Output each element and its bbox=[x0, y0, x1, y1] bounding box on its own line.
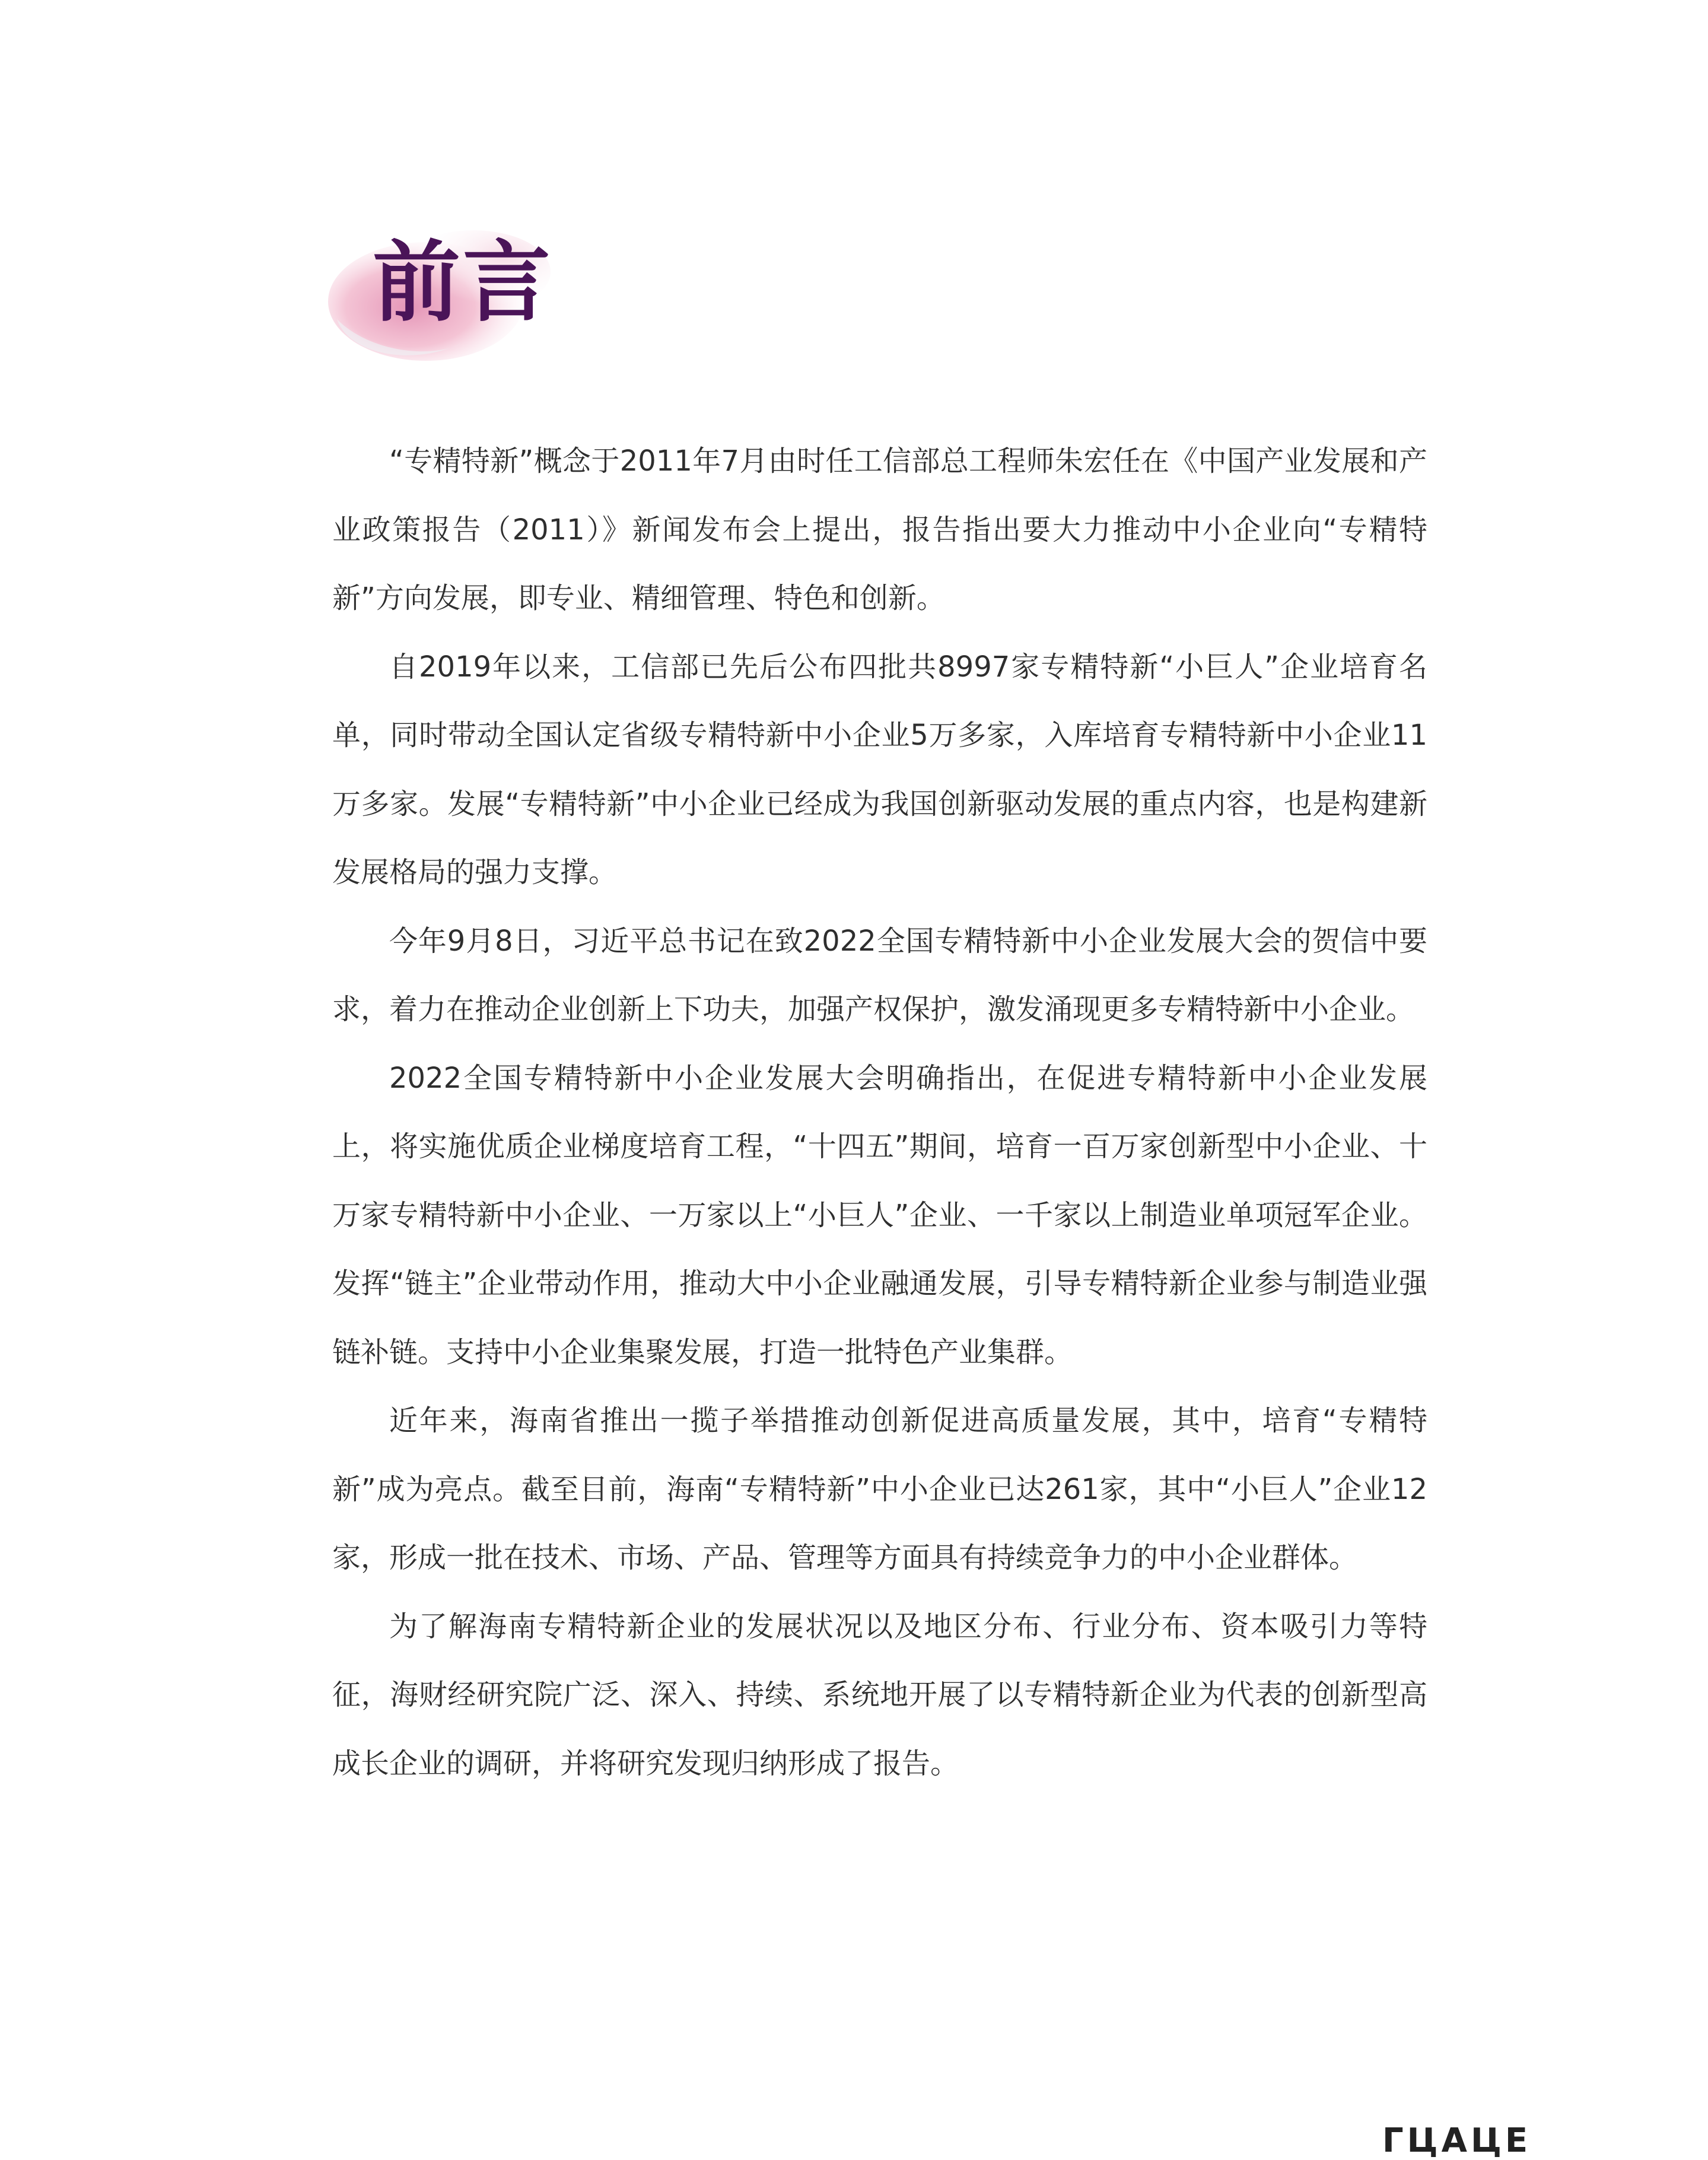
paragraph: 2022全国专精特新中小企业发展大会明确指出，在促进专精特新中小企业发展上，将实施优质企业梯度培育工程，“十四五”期间，培育一百万家创新型中小企业、十万家专精特新中小企业、一万家以上“小巨人”企业、一千家以上制造业单项冠军企业。发挥“链主”企业带动作用，推动大中小企业融通发展，引导专精特新企业参与制造业强链补链。支持中小企业集聚发展，打造一批特色产业集群。 bbox=[332, 1061, 1427, 1369]
footer-mark: ГЦАЦЕ bbox=[1382, 2121, 1532, 2160]
paragraph: 为了解海南专精特新企业的发展状况以及地区分布、行业分布、资本吸引力等特征，海财经研究院广泛、深入、持续、系统地开展了以专精特新企业为代表的创新型高成长企业的调研，并将研究发现归纳形成了报告。 bbox=[332, 1609, 1427, 1780]
paragraph: “专精特新”概念于2011年7月由时任工信部总工程师朱宏任在《中国产业发展和产业政策报告（2011）》新闻发布会上提出，报告指出要大力推动中小企业向“专精特新”方向发展，即专业、精细管理、特色和创新。 bbox=[332, 444, 1427, 615]
paragraph: 今年9月8日，习近平总书记在致2022全国专精特新中小企业发展大会的贺信中要求，着力在推动企业创新上下功夫，加强产权保护，激发涌现更多专精特新中小企业。 bbox=[332, 924, 1427, 1026]
body-text bbox=[332, 427, 1427, 1798]
paragraph: 近年来，海南省推出一揽子举措推动创新促进高质量发展，其中，培育“专精特新”成为亮点。截至目前，海南“专精特新”中小企业已达261家，其中“小巨人”企业12家，形成一批在技术、市场、产品、管理等方面具有持续竞争力的中小企业群体。 bbox=[332, 1404, 1427, 1574]
paragraph: 自2019年以来，工信部已先后公布四批共8997家专精特新“小巨人”企业培育名单，同时带动全国认定省级专精特新中小企业5万多家，入库培育专精特新中小企业11万多家。发展“专精特新”中小企业已经成为我国创新驱动发展的重点内容，也是构建新发展格局的强力支撑。 bbox=[332, 650, 1427, 889]
heading-block bbox=[325, 218, 574, 361]
page-title: 前言 bbox=[373, 231, 553, 333]
